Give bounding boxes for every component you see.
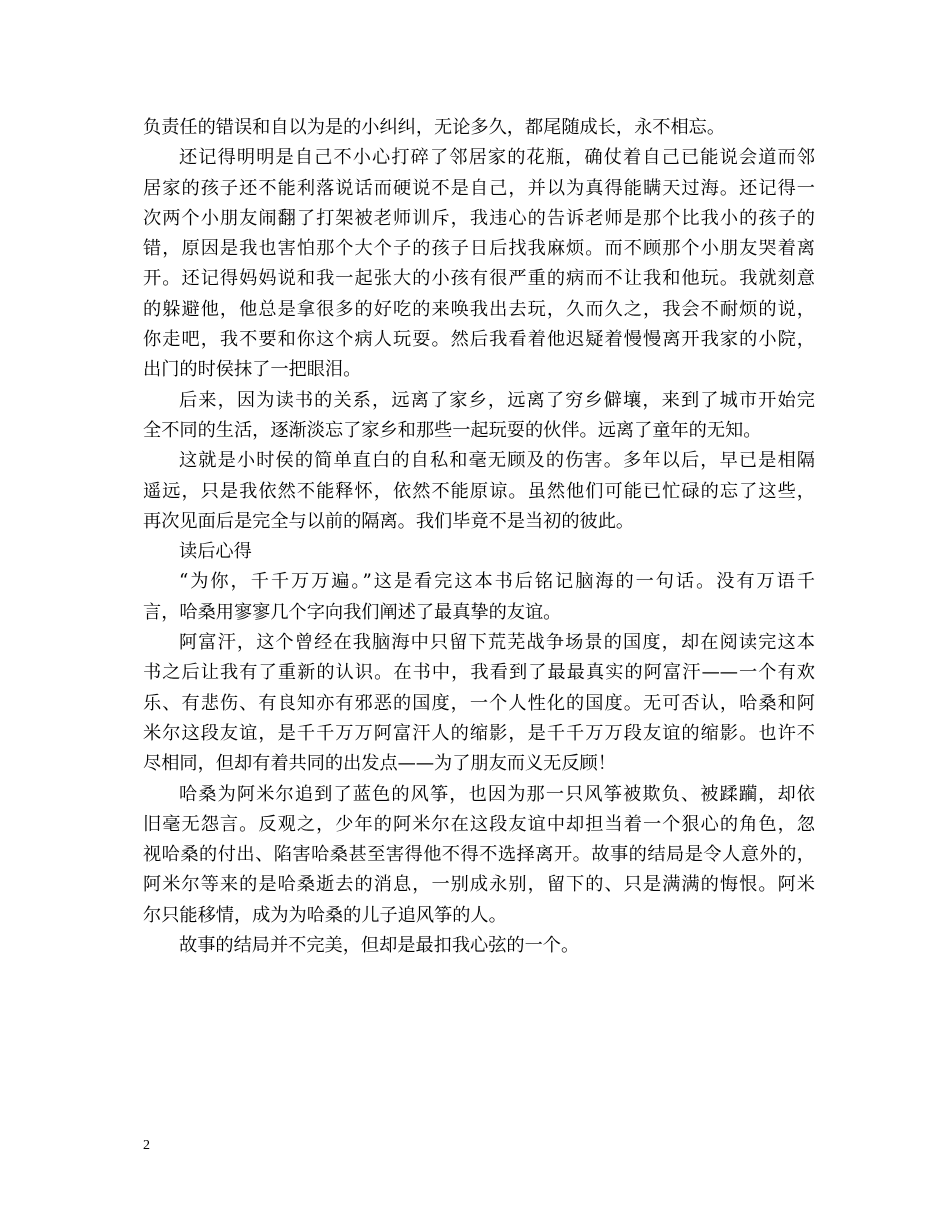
text-line: 阿富汗，这个曾经在我脑海中只留下荒芜战争场景的国度，却在阅读完这本 <box>179 632 815 654</box>
text-line: 这就是小时侯的简单直白的自私和毫无顾及的伤害。多年以后，早已是相隔 <box>179 450 815 472</box>
text-line: 书之后让我有了重新的认识。在书中，我看到了最最真实的阿富汗——一个有欢 <box>143 662 815 684</box>
text-line: 再次见面后是完全与以前的隔离。我们毕竟不是当初的彼此。 <box>143 510 635 532</box>
text-line: 遥远，只是我依然不能释怀，依然不能原谅。虽然他们可能已忙碌的忘了这些， <box>143 480 815 502</box>
text-line: 米尔这段友谊，是千千万万阿富汗人的缩影，是千千万万段友谊的缩影。也许不 <box>143 722 815 744</box>
text-line: 尽相同，但却有着共同的出发点——为了朋友而义无反顾！ <box>143 753 616 775</box>
text-line: “为你，千千万万遍。”这是看完这本书后铭记脑海的一句话。没有万语千 <box>179 571 815 593</box>
page-number: 2 <box>143 1138 150 1153</box>
text-line: 出门的时侯抹了一把眼泪。 <box>143 359 362 381</box>
text-line: 视哈桑的付出、陷害哈桑甚至害得他不得不选择离开。故事的结局是令人意外的， <box>143 844 815 866</box>
text-line: 居家的孩子还不能利落说话而硬说不是自己，并以为真得能瞒天过海。还记得一 <box>143 177 815 199</box>
text-line: 阿米尔等来的是哈桑逝去的消息，一别成永别，留下的、只是满满的悔恨。阿米 <box>143 874 815 896</box>
text-line: 负责任的错误和自以为是的小纠纠，无论多久，都尾随成长，永不相忘。 <box>143 117 726 138</box>
document-body <box>143 113 815 961</box>
text-line: 开。还记得妈妈说和我一起张大的小孩有很严重的病而不让我和他玩。我就刻意 <box>143 268 815 290</box>
text-line: 全不同的生活，逐渐淡忘了家乡和那些一起玩耍的伙伴。远离了童年的无知。 <box>143 419 762 441</box>
text-line: 还记得明明是自己不小心打碎了邻居家的花瓶，确仗着自己已能说会道而邻 <box>179 147 815 169</box>
text-line: 言，哈桑用寥寥几个字向我们阐述了最真挚的友谊。 <box>143 601 562 623</box>
text-line: 哈桑为阿米尔追到了蓝色的风筝，也因为那一只风筝被欺负、被蹂躏，却依 <box>179 783 815 805</box>
text-line: 的躲避他，他总是拿很多的好吃的来唤我出去玩，久而久之，我会不耐烦的说， <box>143 298 815 320</box>
text-line: 旧毫无怨言。反观之，少年的阿米尔在这段友谊中却担当着一个狠心的角色，忽 <box>143 813 815 835</box>
text-line: 后来，因为读书的关系，远离了家乡，远离了穷乡僻壤，来到了城市开始完 <box>179 389 815 411</box>
text-line: 尔只能移情，成为为哈桑的儿子追风筝的人。 <box>143 904 507 926</box>
text-line: 次两个小朋友闹翻了打架被老师训斥，我违心的告诉老师是那个比我小的孩子的 <box>143 207 815 229</box>
text-line: 读后心得 <box>179 541 252 563</box>
text-line: 乐、有悲伤、有良知亦有邪恶的国度，一个人性化的国度。无可否认，哈桑和阿 <box>143 692 815 714</box>
text-line: 错，原因是我也害怕那个大个子的孩子日后找我麻烦。而不顾那个小朋友哭着离 <box>143 238 815 260</box>
text-line: 你走吧，我不要和你这个病人玩耍。然后我看着他迟疑着慢慢离开我家的小院， <box>143 329 815 351</box>
text-line: 故事的结局并不完美，但却是最扣我心弦的一个。 <box>179 935 580 957</box>
